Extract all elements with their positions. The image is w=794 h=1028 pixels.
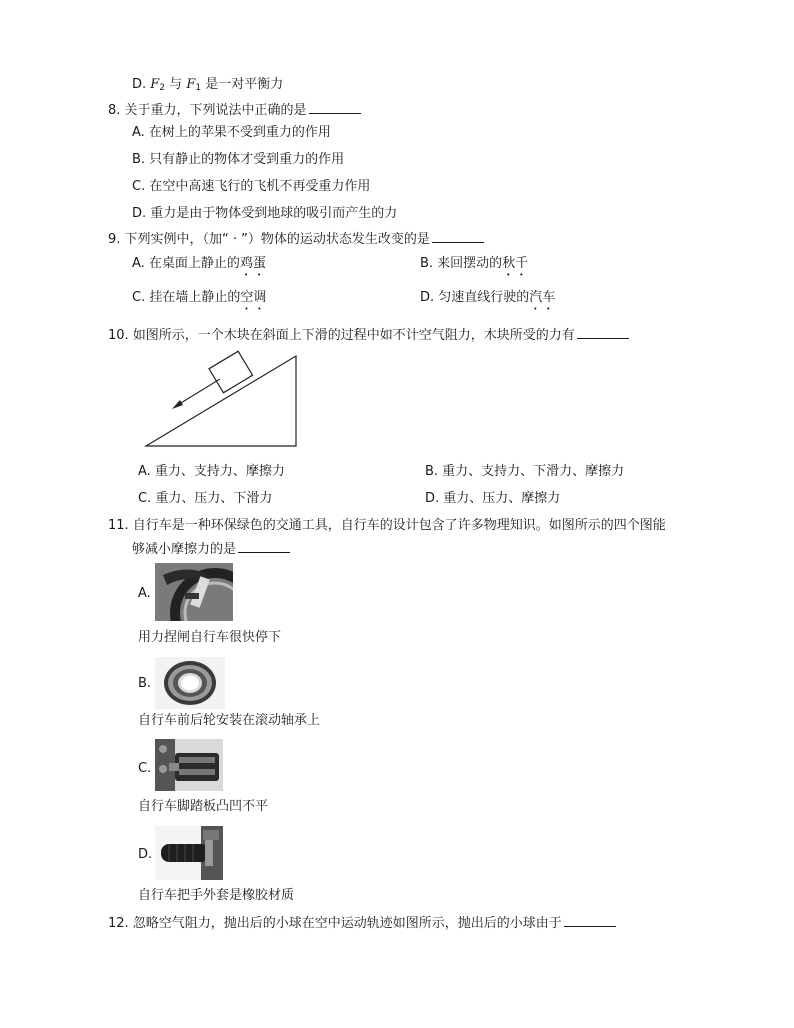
answer-blank[interactable] — [309, 102, 361, 114]
q11-option-a-letter: A. — [138, 586, 151, 601]
q11-stem-line2 — [132, 541, 290, 559]
motion-arrow — [176, 379, 220, 406]
answer-blank[interactable] — [577, 327, 629, 339]
q10-stem-text: 10. 如图所示，一个木块在斜面上下滑的过程中如不计空气阻力，木块所受的力有 — [108, 328, 575, 343]
q9-option-b — [420, 255, 528, 279]
bearing-photo — [155, 657, 225, 709]
q11-option-d-caption: 自行车把手外套是橡胶材质 — [138, 888, 295, 903]
q10-option-b: B. 重力、支持力、下滑力、摩擦力 — [425, 464, 625, 479]
emphasized-object: 空调 — [240, 290, 267, 305]
answer-blank[interactable] — [564, 915, 616, 927]
emphasized-object: 秋千 — [502, 256, 529, 271]
option-prefix: D. — [132, 77, 151, 92]
q8-option-d: D. 重力是由于物体受到地球的吸引而产生的力 — [132, 206, 398, 221]
option-mid: 与 — [165, 77, 187, 92]
q12-stem-text: 12. 忽略空气阻力，抛出后的小球在空中运动轨迹如图所示，抛出后的小球由于 — [108, 916, 562, 931]
handlebar-grip-image — [155, 826, 223, 880]
q11-option-c-caption: 自行车脚踏板凸凹不平 — [138, 799, 269, 814]
option-text: B. 来回摆动的 — [420, 256, 503, 271]
q9-stem — [108, 231, 484, 249]
option-text: D. 匀速直线行驶的 — [420, 290, 530, 305]
q8-option-c: C. 在空中高速飞行的飞机不再受重力作用 — [132, 179, 371, 194]
q9-option-a — [132, 255, 266, 279]
q8-stem-text: 8. 关于重力，下列说法中正确的是 — [108, 103, 307, 118]
bearing-image — [155, 657, 225, 709]
q9-stem-text: 9. 下列实例中，（加“ · ”）物体的运动状态发生改变的是 — [108, 232, 430, 247]
q9-option-c — [132, 289, 266, 313]
q7-option-d — [132, 76, 283, 97]
q12-stem — [108, 915, 616, 933]
brake-photo — [155, 563, 233, 621]
q11-option-a-caption: 用力捏闸自行车很快停下 — [138, 630, 282, 645]
q8-option-a: A. 在树上的苹果不受到重力的作用 — [132, 125, 331, 140]
q11-option-b-letter: B. — [138, 676, 152, 691]
brake-image — [155, 563, 233, 621]
f2-symbol: F — [150, 77, 160, 92]
answer-blank[interactable] — [432, 231, 484, 243]
incline-block-diagram — [140, 350, 310, 450]
q10-stem — [108, 327, 629, 345]
q9-option-d — [420, 289, 555, 313]
handlebar-grip-photo — [155, 826, 223, 880]
q11-stem-text: 够减小摩擦力的是 — [132, 542, 237, 557]
answer-blank[interactable] — [238, 541, 290, 553]
emphasized-object: 汽车 — [529, 290, 556, 305]
pedal-photo — [155, 739, 223, 791]
q11-option-d-letter: D. — [138, 847, 153, 862]
q11-option-b-caption: 自行车前后轮安装在滚动轴承上 — [138, 713, 321, 728]
q8-option-b: B. 只有静止的物体才受到重力的作用 — [132, 152, 345, 167]
option-text: A. 在桌面上静止的 — [132, 256, 240, 271]
emphasized-object: 鸡蛋 — [239, 256, 266, 271]
q11-stem-line1: 11. 自行车是一种环保绿色的交通工具，自行车的设计包含了许多物理知识。如图所示的四个图能 — [108, 518, 666, 533]
option-text: C. 挂在墙上静止的 — [132, 290, 241, 305]
q10-option-d: D. 重力、压力、摩擦力 — [425, 491, 561, 506]
q8-stem — [108, 102, 361, 120]
q11-option-c-letter: C. — [138, 761, 152, 776]
f1-symbol: F — [186, 77, 196, 92]
q10-option-a: A. 重力、支持力、摩擦力 — [138, 464, 285, 479]
q10-option-c: C. 重力、压力、下滑力 — [138, 491, 273, 506]
arrow-head — [172, 400, 183, 409]
pedal-image — [155, 739, 223, 791]
f2-subscript: 2 — [159, 83, 166, 93]
option-suffix: 是一对平衡力 — [201, 77, 284, 92]
f1-subscript: 1 — [195, 83, 202, 93]
